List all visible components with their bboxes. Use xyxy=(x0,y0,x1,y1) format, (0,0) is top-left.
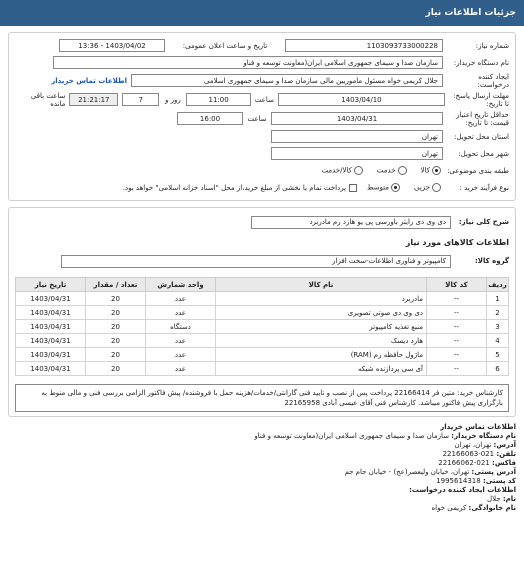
cell-qty: 20 xyxy=(86,362,146,376)
creator-info-title: اطلاعات ایجاد کننده درخواست: xyxy=(409,486,516,494)
cell-date: 1403/04/31 xyxy=(16,362,86,376)
process-partial-option[interactable]: جزیی xyxy=(414,183,441,192)
city-label: شهر محل تحویل: xyxy=(458,149,509,158)
radio-icon xyxy=(354,166,363,175)
need-number-label: شماره نیاز: xyxy=(475,41,509,50)
buyer-org-value: سازمان صدا و سیمای جمهوری اسلامی ایران(معاونت توسعه و فناو xyxy=(254,432,450,440)
buyer-org-label: نام دستگاه خریدار: xyxy=(453,58,509,67)
cell-row: 1 xyxy=(487,292,509,306)
table-row xyxy=(16,320,509,334)
cell-row: 2 xyxy=(487,306,509,320)
cell-date: 1403/04/31 xyxy=(16,292,86,306)
col-date: تاریخ نیاز xyxy=(16,278,86,292)
goods-table xyxy=(15,277,509,376)
cell-qty: 20 xyxy=(86,320,146,334)
postal-address-value: تهران، خیابان ولیعصر(عج) - خیابان جام جم xyxy=(344,468,470,476)
table-row xyxy=(16,292,509,306)
name-value: جلال xyxy=(486,495,501,503)
radio-icon xyxy=(432,183,441,192)
postal-code-value: 1995614318 xyxy=(436,477,481,485)
cell-code: -- xyxy=(427,334,487,348)
cell-qty: 20 xyxy=(86,306,146,320)
remaining-label: ساعت باقی مانده xyxy=(30,91,66,108)
cell-name: آی سی پردازنده شبکه xyxy=(216,362,427,376)
col-name: نام کالا xyxy=(216,278,427,292)
creator-field: جلال کریمی خواه مسئول ماموریین مالی سازمان صدا و سیمای جمهوری اسلامی xyxy=(131,74,443,87)
table-row xyxy=(16,306,509,320)
phone-label: تلفن: xyxy=(496,450,516,458)
page-header xyxy=(0,0,524,26)
cell-unit: دستگاه xyxy=(146,320,216,334)
radio-icon xyxy=(432,166,441,175)
buyer-notes: کارشناس خرید: متین فر 22166414 پرداخت پس از نصب و تایید فنی گارانتی/خدمات/هزینه حمل با فروشنده/ پیش فاکتور الزامی بررسی فنی و مالی منوط به بارگزاری پیش فاکتور میباشد. کارشناس فنی آقای عیسی آبادی 22165958 xyxy=(15,384,509,412)
cell-name: منبع تغذیه کامپیوتر xyxy=(216,320,427,334)
fax-value: 021-22166062 xyxy=(438,459,490,467)
buyer-org-field: سازمان صدا و سیمای جمهوری اسلامی ایران(معاونت توسعه و فناو xyxy=(53,56,443,69)
cell-row: 4 xyxy=(487,334,509,348)
name-label: نام: xyxy=(502,495,516,503)
goods-info-title: اطلاعات کالاهای مورد نیاز xyxy=(405,238,509,247)
cell-unit: عدد xyxy=(146,362,216,376)
col-unit: واحد شمارش xyxy=(146,278,216,292)
family-value: کریمی خواه xyxy=(431,504,467,512)
announce-field: 1403/04/02 - 13:36 xyxy=(59,39,165,52)
cell-unit: عدد xyxy=(146,306,216,320)
family-label: نام خانوادگی: xyxy=(468,504,516,512)
postal-code-label: کد پستی: xyxy=(482,477,516,485)
address-label: آدرس: xyxy=(493,441,516,449)
general-info-panel xyxy=(8,207,516,417)
contact-buyer-link[interactable]: اطلاعات تماس خریدار xyxy=(51,76,127,85)
validity-time-label: ساعت xyxy=(247,114,267,123)
city-field: تهران xyxy=(271,147,443,160)
table-row xyxy=(16,348,509,362)
cell-row: 5 xyxy=(487,348,509,362)
cell-code: -- xyxy=(427,362,487,376)
buyer-org-label-2: نام دستگاه خریدار: xyxy=(451,432,516,440)
validity-time-field: 16:00 xyxy=(177,112,243,125)
cell-date: 1403/04/31 xyxy=(16,306,86,320)
table-row xyxy=(16,334,509,348)
deadline-label: مهلت ارسال پاسخ: تا تاریخ: xyxy=(453,91,509,108)
cell-code: -- xyxy=(427,292,487,306)
cell-unit: عدد xyxy=(146,292,216,306)
table-header-row xyxy=(16,278,509,292)
postal-address-label: آدرس پستی: xyxy=(471,468,516,476)
days-field: 7 xyxy=(122,93,159,106)
table-row xyxy=(16,362,509,376)
creator-label: ایجاد کننده درخواست: xyxy=(477,72,509,89)
treasury-payment-option[interactable]: پرداخت تمام یا بخشی از مبلغ خرید،از محل "اسناد خزانه اسلامی" خواهد بود. xyxy=(123,184,357,192)
buyer-contact-section xyxy=(8,423,516,513)
category-goods-service-option[interactable]: کالا/خدمت xyxy=(321,166,362,175)
cell-qty: 20 xyxy=(86,348,146,362)
radio-icon xyxy=(398,166,407,175)
desc-label: شرح کلی نیاز: xyxy=(458,218,509,226)
cell-name: هارد دیسک xyxy=(216,334,427,348)
fax-label: فاکس: xyxy=(492,459,516,467)
page-title: جزئیات اطلاعات نیاز xyxy=(425,8,516,18)
col-qty: تعداد / مقدار xyxy=(86,278,146,292)
col-row: ردیف xyxy=(487,278,509,292)
cell-code: -- xyxy=(427,306,487,320)
cell-name: مادربرد xyxy=(216,292,427,306)
address-value: تهران، تهران xyxy=(454,441,492,449)
validity-label: حداقل تاریخ اعتبار قیمت: تا تاریخ: xyxy=(456,110,509,127)
need-number-field: 1103093733000228 xyxy=(285,39,443,52)
group-label: گروه کالا: xyxy=(474,257,509,265)
day-label: روز و xyxy=(165,95,181,104)
cell-code: -- xyxy=(427,348,487,362)
cell-qty: 20 xyxy=(86,292,146,306)
group-field: کامپیوتر و فناوری اطلاعات-سخت افزار xyxy=(61,255,451,268)
validity-date-field: 1403/04/31 xyxy=(271,112,443,125)
cell-qty: 20 xyxy=(86,334,146,348)
announce-label: تاریخ و ساعت اعلان عمومی: xyxy=(182,41,268,50)
deadline-time-field: 11:00 xyxy=(186,93,250,106)
province-label: استان محل تحویل: xyxy=(454,132,509,141)
col-code: کد کالا xyxy=(427,278,487,292)
cell-unit: عدد xyxy=(146,348,216,362)
cell-row: 6 xyxy=(487,362,509,376)
category-service-option[interactable]: خدمت xyxy=(377,166,407,175)
desc-field: دی وی دی رایتر باورسی پی یو هارد رم مادربرد xyxy=(251,216,451,229)
process-label: نوع فرآیند خرید : xyxy=(459,183,509,192)
deadline-date-field: 1403/04/10 xyxy=(278,93,445,106)
category-label: طبقه بندی موضوعی: xyxy=(447,166,509,175)
remaining-field: 21:21:17 xyxy=(69,93,118,106)
buyer-info-title: اطلاعات تماس خریدار xyxy=(440,423,516,431)
cell-unit: عدد xyxy=(146,334,216,348)
checkbox-icon xyxy=(349,184,357,192)
cell-name: ماژول حافظه رم (RAM) xyxy=(216,348,427,362)
cell-date: 1403/04/31 xyxy=(16,320,86,334)
phone-value: 021-22166063 xyxy=(442,450,495,458)
cell-row: 3 xyxy=(487,320,509,334)
radio-icon xyxy=(391,183,400,192)
deadline-time-label: ساعت xyxy=(254,95,274,104)
cell-date: 1403/04/31 xyxy=(16,348,86,362)
cell-name: دی وی دی صوتی تصویری xyxy=(216,306,427,320)
category-goods-option[interactable]: کالا xyxy=(421,166,441,175)
need-details-panel xyxy=(8,32,516,201)
process-medium-option[interactable]: متوسط xyxy=(367,183,400,192)
cell-date: 1403/04/31 xyxy=(16,334,86,348)
province-field: تهران xyxy=(271,130,443,143)
cell-code: -- xyxy=(427,320,487,334)
